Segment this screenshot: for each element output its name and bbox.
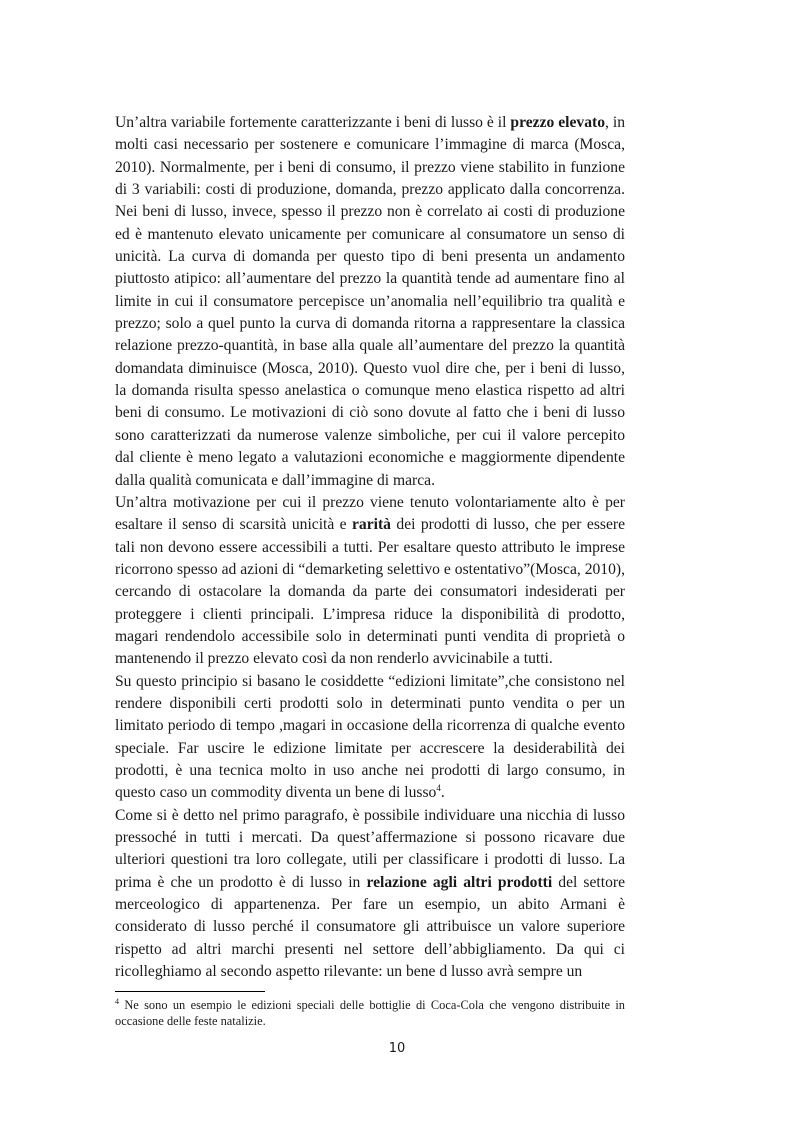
paragraph-rarita [115,492,625,671]
page-body [115,112,625,983]
footnote-separator [115,991,265,992]
text-run: , in molti casi necessario per sostenere e comunicare l’immagine di marca (Mosca, 2010). Normalmente, per i beni di consumo, il prezzo viene stabilito in funzione di 3 variabili: costi di produzione, domanda, prezzo applicato dalla concorrenza. Nei beni di lusso, invece, spesso il prezzo non è correlato ai costi di produzione ed è mantenuto elevato unicamente per comunicare al consumatore un senso di unicità. La curva di domanda per questo tipo di beni presenta un andamento piuttosto atipico: all’aumentare del prezzo la quantità tende ad aumentare fino al limite in cui il consumatore percepisce un’anomalia nell’equilibrio tra qualità e prezzo; solo a quel punto la curva di domanda ritorna a rappresentare la classica relazione prezzo-quantità, in base alla quale all’aumentare del prezzo la quantità domandata diminuisce (Mosca, 2010). Questo vuol dire che, per i beni di lusso, la domanda risulta spesso anelastica o comunque meno elastica rispetto ad altri beni di consumo. Le motivazioni di ciò sono dovute al fatto che i beni di lusso sono caratterizzati da numerose valenze simboliche, per cui il valore percepito dal cliente è meno legato a valutazioni economiche e maggiormente dipendente dalla qualità comunicata e dall’immagine di marca. [115,114,625,489]
text-run: Un’altra variabile fortemente caratterizzante i beni di lusso è il [115,114,511,131]
text-run: Un’altra motivazione per cui il prezzo viene tenuto volontariamente alto è per esaltare il senso di scarsità unicità e [115,493,625,534]
paragraph-edizioni-limitate [115,671,625,805]
bold-term-rarita: rarità [352,516,391,534]
text-run: dei prodotti di lusso, che per essere tali non devono essere accessibili a tutti. Per esaltare questo attributo le imprese ricorrono spesso ad azioni di “demarketing selettivo e ostentativo”(Mosca, 2010), cercando di ostacolare la domanda da parte dei consumatori indesiderati per proteggere i clienti principali. L’impresa riduce la disponibilità di prodotto, magari rendendolo accessibile solo in determinati punti vendita di proprietà o mantenendo il prezzo elevato così da non renderlo avvicinabile a tutti. [115,516,625,668]
paragraph-nicchia-lusso [115,805,625,984]
footnote-text: Ne sono un esempio le edizioni speciali delle bottiglie di Coca-Cola che vengono distribuite in occasione delle feste natalizie. [115,998,625,1028]
page-number: 10 [388,1041,406,1056]
text-run: . [440,784,445,802]
main-text [115,112,625,983]
paragraph-prezzo-elevato [115,112,625,492]
footnote-marker: 4 [115,996,119,1006]
bold-term-prezzo-elevato: prezzo elevato [510,114,606,131]
text-run: Come si è detto nel primo paragrafo, è possibile individuare una nicchia di lusso pressoché in tutti i mercati. Da quest’affermazione si possono ricavare due ulteriori questioni tra loro collegate, utili per classificare i prodotti di lusso. La prima è che un prodotto è di lusso in [115,806,625,891]
bold-term-relazione-prodotti: relazione agli altri prodotti [366,873,553,891]
text-run: del settore merceologico di appartenenza. Per fare un esempio, un abito Armani è considerato di lusso perché il consumatore gli attribuisce un valore superiore rispetto ad altri marchi presenti nel settore dell’abbigliamento. Da qui ci ricolleghiamo al secondo aspetto rilevante: un bene d lusso avrà sempre un [115,873,625,981]
footnote-reference[interactable]: 4 [436,783,441,794]
text-run: Su questo principio si basano le cosiddette “edizioni limitate”,che consistono nel rendere disponibili certi prodotti solo in determinati punto vendita o per un limitato periodo di tempo ,magari in occasione della ricorrenza di qualche evento speciale. Far uscire le edizione limitate per accrescere la desiderabilità dei prodotti, è una tecnica molto in uso anche nei prodotti di largo consumo, in questo caso un commodity diventa un bene di lusso [115,672,625,802]
footnote [115,997,625,1029]
